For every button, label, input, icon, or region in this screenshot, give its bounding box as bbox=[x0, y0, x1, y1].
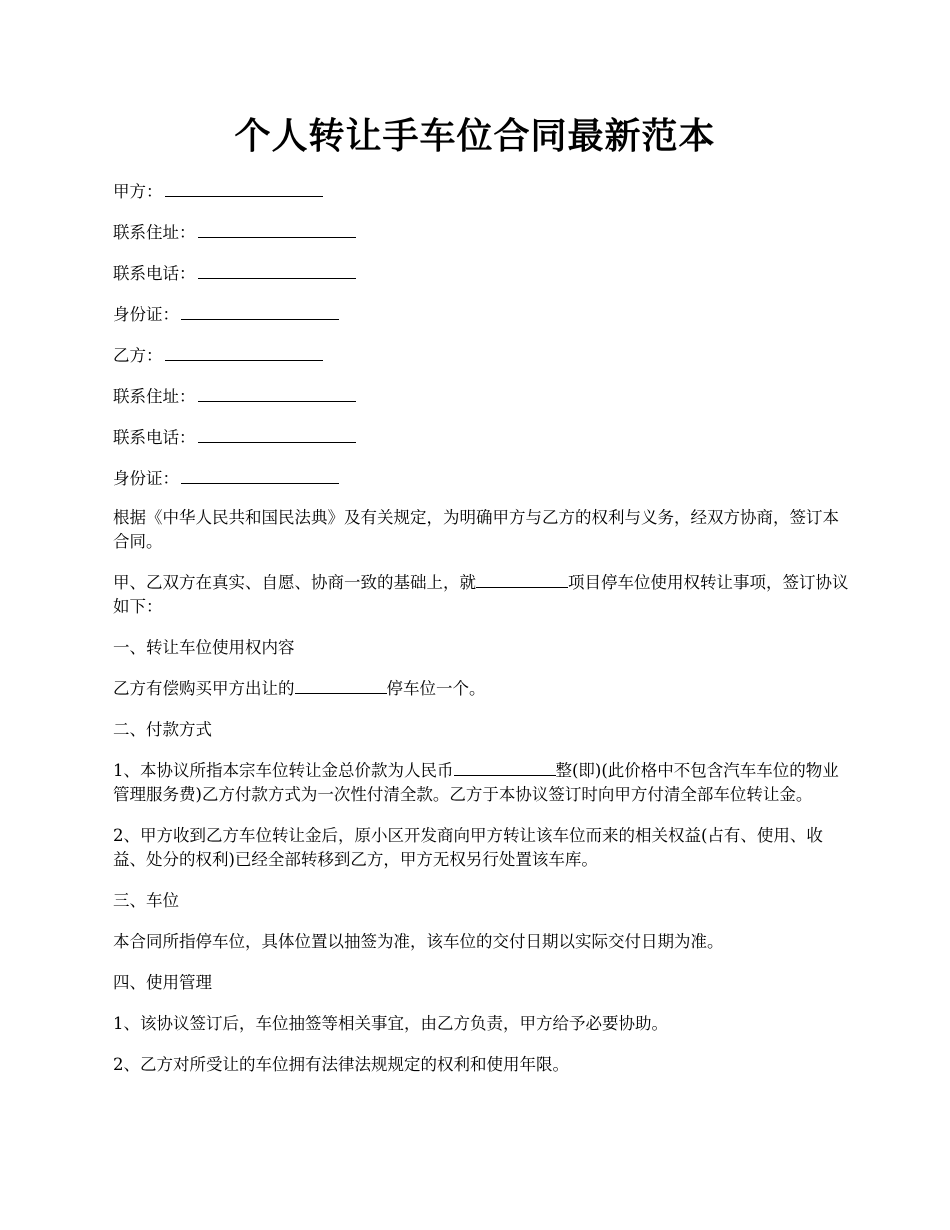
document-title: 个人转让手车位合同最新范本 bbox=[234, 115, 716, 157]
section-4-item-1: 1、该协议签订后，车位抽签等相关事宜，由乙方负责，甲方给予必要协助。 bbox=[113, 1014, 668, 1033]
section-3-heading: 三、车位 bbox=[113, 891, 179, 910]
party-b-id-blank bbox=[181, 465, 339, 484]
party-b-name-blank bbox=[165, 342, 323, 361]
section-2-item-1 bbox=[113, 759, 853, 807]
section-2-heading: 二、付款方式 bbox=[113, 720, 212, 739]
document-body bbox=[113, 178, 853, 1094]
section-2-item-1-before: 1、本协议所指本宗车位转让金总价款为人民币 bbox=[113, 761, 454, 780]
party-a-address-blank bbox=[198, 219, 356, 238]
party-b-address-field bbox=[113, 383, 853, 407]
section-1-body bbox=[113, 677, 853, 701]
price-blank bbox=[454, 759, 556, 776]
basis-text-after: 项目停车位使用权转让事项，签订协议如下： bbox=[113, 573, 849, 616]
party-a-phone-blank bbox=[198, 260, 356, 279]
party-b-phone-label: 联系电话： bbox=[113, 428, 196, 447]
section-1-text-after: 停车位一个。 bbox=[386, 679, 486, 698]
basis-text-before: 甲、乙双方在真实、自愿、协商一致的基础上，就 bbox=[113, 573, 476, 592]
party-b-id-field bbox=[113, 465, 853, 489]
intro-paragraph: 根据《中华人民共和国民法典》及有关规定，为明确甲方与乙方的权利与义务，经双方协商，签订本合同。 bbox=[113, 508, 839, 551]
parking-space-blank bbox=[295, 677, 387, 694]
party-b-name-field bbox=[113, 342, 853, 366]
party-a-address-field bbox=[113, 219, 853, 243]
party-a-phone-field bbox=[113, 260, 853, 284]
project-name-blank bbox=[476, 571, 568, 588]
section-1-heading: 一、转让车位使用权内容 bbox=[113, 638, 295, 657]
basis-paragraph bbox=[113, 571, 853, 619]
party-a-name-field bbox=[113, 178, 853, 202]
section-1-text-before: 乙方有偿购买甲方出让的 bbox=[113, 679, 295, 698]
party-b-phone-field bbox=[113, 424, 853, 448]
party-a-phone-label: 联系电话： bbox=[113, 264, 196, 283]
party-b-id-label: 身份证： bbox=[113, 469, 179, 488]
section-2-item-1-after: 整(即)(此价格中不包含汽车车位的物业管理服务费)乙方付款方式为一次性付清全款。乙方于本协议签订时向甲方付清全部车位转让金。 bbox=[113, 761, 839, 804]
section-4-item-2: 2、乙方对所受让的车位拥有法律法规规定的权利和使用年限。 bbox=[113, 1055, 569, 1074]
party-a-id-label: 身份证： bbox=[113, 305, 179, 324]
section-2-item-2: 2、甲方收到乙方车位转让金后，原小区开发商向甲方转让该车位而来的相关权益(占有、使用、收益、处分的权利)已经全部转移到乙方，甲方无权另行处置该车库。 bbox=[113, 826, 823, 869]
party-a-name-label: 甲方： bbox=[113, 182, 163, 201]
section-4-heading: 四、使用管理 bbox=[113, 973, 212, 992]
section-3-body: 本合同所指停车位，具体位置以抽签为准，该车位的交付日期以实际交付日期为准。 bbox=[113, 932, 724, 951]
party-a-address-label: 联系住址： bbox=[113, 223, 196, 242]
party-b-address-label: 联系住址： bbox=[113, 387, 196, 406]
party-b-phone-blank bbox=[198, 424, 356, 443]
party-b-name-label: 乙方： bbox=[113, 346, 163, 365]
party-a-id-blank bbox=[181, 301, 339, 320]
party-a-id-field bbox=[113, 301, 853, 325]
party-b-address-blank bbox=[198, 383, 356, 402]
party-a-name-blank bbox=[165, 178, 323, 197]
